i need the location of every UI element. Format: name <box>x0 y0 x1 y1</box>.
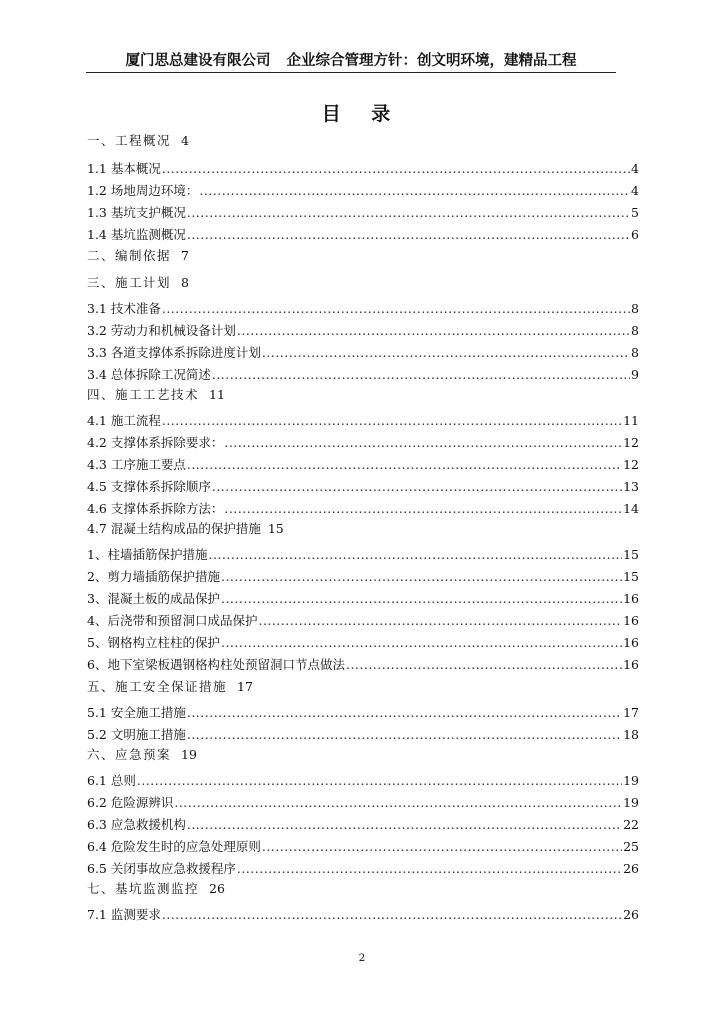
toc-dot-leader <box>162 160 630 178</box>
toc-entry-label: 6.5 关闭事故应急救援程序 <box>87 861 236 876</box>
toc-title: 目 录 <box>321 103 403 125</box>
toc-dot-leader <box>221 568 622 586</box>
toc-entry-label: 一、工程概况 <box>87 133 172 148</box>
toc-entry-page: 8 <box>631 323 639 338</box>
toc-entry[interactable] <box>87 274 639 292</box>
toc-dot-leader <box>137 772 622 790</box>
toc-entry-label: 6.2 危险源辨识 <box>87 795 174 810</box>
toc-entry-label: 4.1 施工流程 <box>87 413 161 428</box>
toc-entry[interactable] <box>87 838 639 856</box>
toc-entry[interactable] <box>87 794 639 812</box>
toc-entry-label: 6.3 应急救援机构 <box>87 817 186 832</box>
toc-entry-label: 6.4 危险发生时的应急处理原则 <box>87 839 261 854</box>
toc-dot-leader <box>262 344 630 362</box>
toc-dot-leader <box>221 590 622 608</box>
toc-entry-label: 5、钢格构立柱柱的保护 <box>87 635 220 650</box>
toc-entry-page: 9 <box>631 367 639 382</box>
toc-entry-page: 13 <box>623 479 639 494</box>
toc-dot-leader <box>187 204 630 222</box>
toc-entry[interactable] <box>87 344 639 362</box>
toc-entry-label: 4.2 支撑体系拆除要求： <box>87 435 224 450</box>
toc-entry[interactable] <box>87 412 639 430</box>
toc-dot-leader <box>224 500 622 518</box>
toc-entry-page: 19 <box>623 773 639 788</box>
toc-entry-label: 1.1 基本概况 <box>87 161 161 176</box>
toc-dot-leader <box>346 656 622 674</box>
toc-entry[interactable] <box>87 612 639 630</box>
toc-entry-label: 6.1 总则 <box>87 773 136 788</box>
toc-entry[interactable] <box>87 816 639 834</box>
toc-entry[interactable] <box>87 704 639 722</box>
toc-entry-label: 五、施工安全保证措施 <box>87 679 228 694</box>
toc-entry[interactable] <box>87 132 639 150</box>
toc-entry-page: 15 <box>623 569 639 584</box>
toc-entry-page: 19 <box>623 795 639 810</box>
toc-entry[interactable] <box>87 746 639 764</box>
toc-entry-label: 四、施工工艺技术 <box>87 387 200 402</box>
toc-dot-leader <box>212 478 622 496</box>
toc-entry-label: 1.4 基坑监测概况 <box>87 227 186 242</box>
toc-entry[interactable] <box>87 568 639 586</box>
toc-entry-page: 22 <box>623 817 639 832</box>
toc-entry[interactable] <box>87 182 639 200</box>
toc-dot-leader <box>262 838 622 856</box>
toc-dot-leader <box>237 860 622 878</box>
toc-dot-leader <box>187 726 622 744</box>
toc-dot-leader <box>187 456 622 474</box>
toc-entry[interactable] <box>87 386 639 404</box>
toc-entry-page: 16 <box>623 591 639 606</box>
toc-entry[interactable] <box>87 590 639 608</box>
toc-entry-label: 七、基坑监测监控 <box>87 881 200 896</box>
toc-entry-label: 六、应急预案 <box>87 747 172 762</box>
toc-dot-leader <box>224 434 622 452</box>
toc-entry-label: 4.3 工序施工要点 <box>87 457 186 472</box>
toc-entry-label: 4.6 支撑体系拆除方法： <box>87 501 224 516</box>
toc-entry-page: 18 <box>623 727 639 742</box>
toc-dot-leader <box>187 816 622 834</box>
page-header <box>86 50 616 73</box>
toc-dot-leader <box>199 182 630 200</box>
toc-entry-label: 1.3 基坑支护概况 <box>87 205 186 220</box>
toc-dot-leader <box>162 412 622 430</box>
toc-entry-page: 17 <box>623 705 639 720</box>
toc-dot-leader <box>208 546 622 564</box>
toc-entry[interactable] <box>87 204 639 222</box>
toc-entry-page: 4 <box>631 183 639 198</box>
toc-entry-page: 8 <box>631 301 639 316</box>
toc-entry[interactable] <box>87 656 639 674</box>
toc-entry[interactable] <box>87 456 639 474</box>
toc-entry-label: 6、地下室梁板遇钢格构柱处预留洞口节点做法 <box>87 657 345 672</box>
toc-entry[interactable] <box>87 678 639 696</box>
toc-entry[interactable] <box>87 726 639 744</box>
page-number: 2 <box>358 952 366 964</box>
toc-entry-page: 26 <box>623 861 639 876</box>
toc-entry-page: 4 <box>181 133 189 148</box>
toc-entry-page: 26 <box>623 907 639 922</box>
toc-entry-page: 19 <box>181 747 197 762</box>
toc-entry-label: 1、柱墙插筋保护措施 <box>87 547 208 562</box>
toc-entry-page: 12 <box>623 457 639 472</box>
toc-entry[interactable] <box>87 300 639 318</box>
toc-entry-page: 11 <box>623 413 639 428</box>
toc-entry-label: 3.4 总体拆除工况简述 <box>87 367 211 382</box>
toc-entry-label: 7.1 监测要求 <box>87 907 161 922</box>
toc-entry[interactable] <box>87 634 639 652</box>
toc-entry[interactable] <box>87 434 639 452</box>
toc-entry[interactable] <box>87 226 639 244</box>
toc-entry-label: 2、剪力墙插筋保护措施 <box>87 569 220 584</box>
toc-dot-leader <box>162 906 622 924</box>
toc-entry-label: 三、施工计划 <box>87 275 172 290</box>
toc-dot-leader <box>174 794 622 812</box>
toc-entry-label: 3、混凝土板的成品保护 <box>87 591 220 606</box>
toc-entry-page: 14 <box>623 501 639 516</box>
toc-entry-label: 3.1 技术准备 <box>87 301 161 316</box>
toc-entry-label: 3.3 各道支撑体系拆除进度计划 <box>87 345 261 360</box>
toc-entry-page: 15 <box>623 547 639 562</box>
toc-entry-page: 7 <box>181 248 189 263</box>
toc-entry-page: 25 <box>623 839 639 854</box>
header-company: 厦门思总建设有限公司 <box>125 53 271 69</box>
toc-entry-label: 3.2 劳动力和机械设备计划 <box>87 323 236 338</box>
toc-entry[interactable] <box>87 478 639 496</box>
toc-entry[interactable] <box>87 500 639 518</box>
toc-entry-label: 5.1 安全施工措施 <box>87 705 186 720</box>
toc-entry[interactable] <box>87 366 639 384</box>
toc-entry[interactable] <box>87 546 639 564</box>
toc-entry-label: 1.2 场地周边环境： <box>87 183 199 198</box>
toc-entry[interactable] <box>87 772 639 790</box>
toc-dot-leader <box>212 366 630 384</box>
toc-entry[interactable] <box>87 520 639 538</box>
toc-entry[interactable] <box>87 247 639 265</box>
toc-entry-page: 16 <box>623 657 639 672</box>
toc-entry[interactable] <box>87 860 639 878</box>
toc-entry-page: 16 <box>623 635 639 650</box>
toc-entry-label: 4.5 支撑体系拆除顺序 <box>87 479 211 494</box>
toc-entry[interactable] <box>87 906 639 924</box>
toc-entry-page: 4 <box>631 161 639 176</box>
toc-entry[interactable] <box>87 880 639 898</box>
toc-entry-label: 5.2 文明施工措施 <box>87 727 186 742</box>
toc-entry-page: 12 <box>623 435 639 450</box>
toc-entry-label: 4.7 混凝土结构成品的保护措施 <box>87 521 261 536</box>
toc-entry-page: 16 <box>623 613 639 628</box>
toc-entry-page: 6 <box>631 227 639 242</box>
toc-entry[interactable] <box>87 160 639 178</box>
toc-dot-leader <box>187 226 630 244</box>
toc-dot-leader <box>258 612 622 630</box>
toc-entry-page: 26 <box>209 881 225 896</box>
header-policy: 企业综合管理方针：创文明环境，建精品工程 <box>286 53 577 69</box>
toc-dot-leader <box>187 704 622 722</box>
toc-entry[interactable] <box>87 322 639 340</box>
toc-entry-page: 8 <box>631 345 639 360</box>
toc-dot-leader <box>237 322 630 340</box>
toc-entry-page: 5 <box>631 205 639 220</box>
toc-entry-page: 8 <box>181 275 189 290</box>
toc-dot-leader <box>162 300 630 318</box>
toc-entry-label: 4、后浇带和预留洞口成品保护 <box>87 613 258 628</box>
toc-entry-page: 11 <box>209 387 225 402</box>
toc-entry-label: 二、编制依据 <box>87 248 172 263</box>
toc-entry-page: 17 <box>237 679 253 694</box>
toc-entry-page: 15 <box>267 521 284 536</box>
toc-dot-leader <box>221 634 622 652</box>
